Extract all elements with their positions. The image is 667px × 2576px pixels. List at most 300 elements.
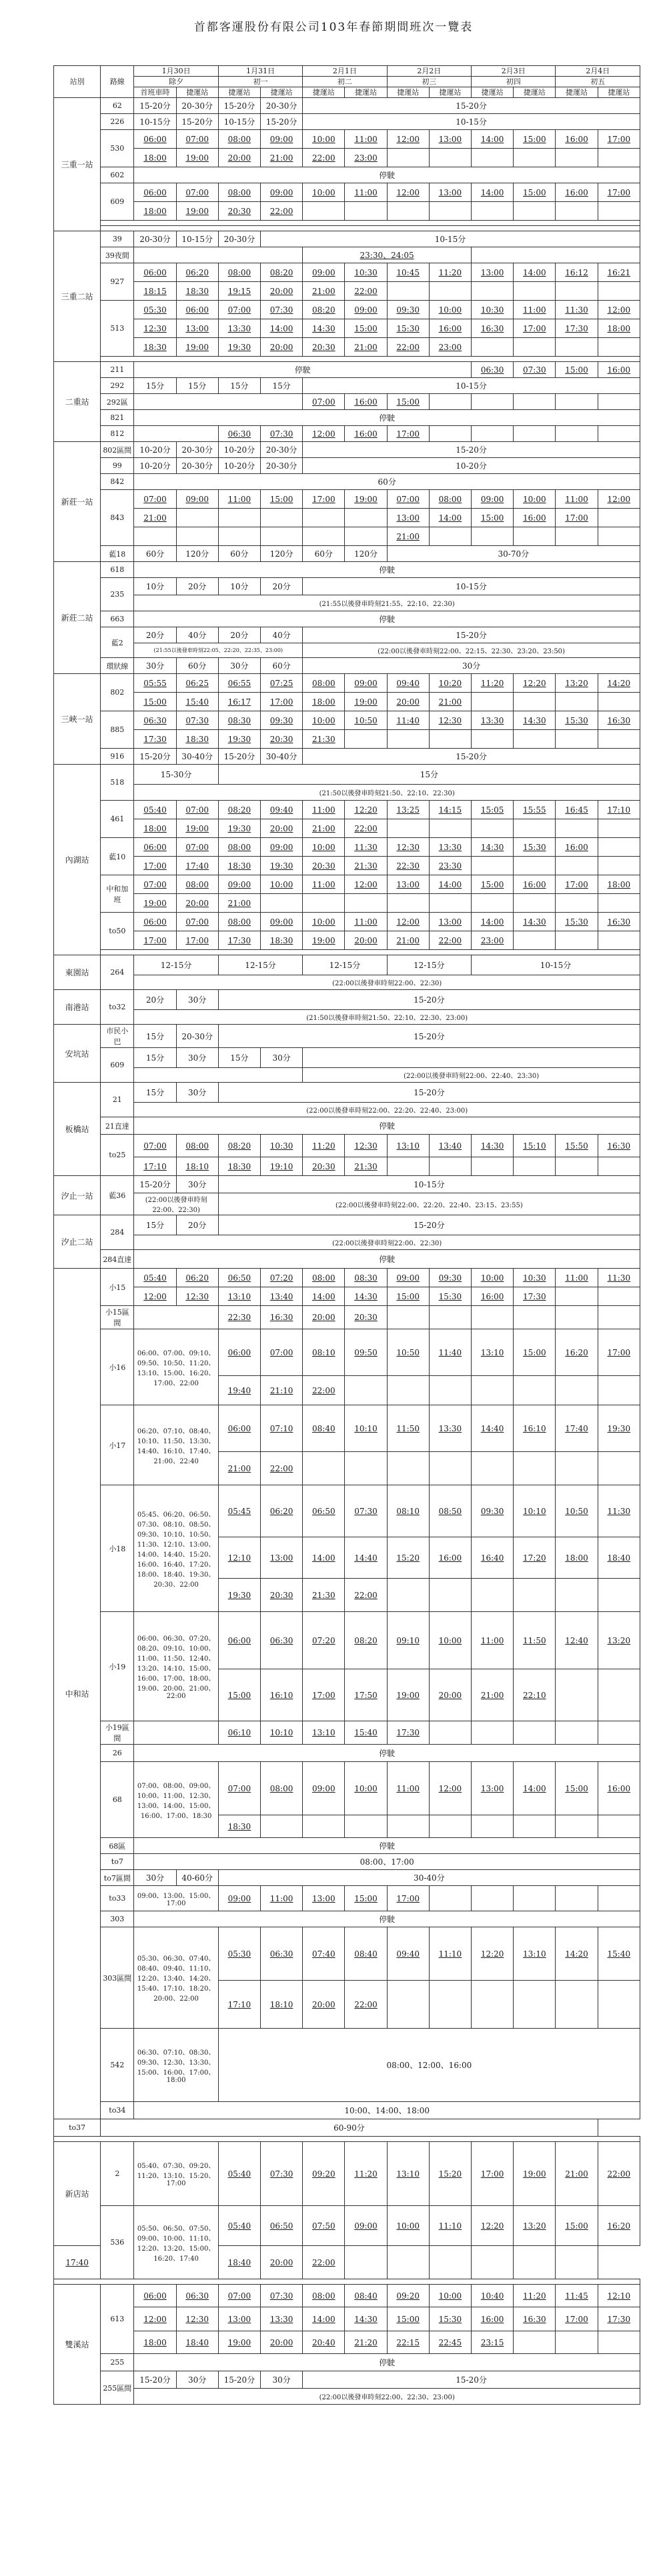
departure-time: 05:30 bbox=[218, 1927, 260, 1981]
departure-time: 12:30 bbox=[134, 319, 176, 338]
table-row bbox=[54, 627, 640, 643]
departure-time bbox=[387, 2246, 429, 2279]
table-row bbox=[54, 474, 640, 490]
departure-time: 07:00 bbox=[218, 301, 260, 319]
route-number: 284 bbox=[101, 1215, 134, 1250]
frequency-cell: 15分 bbox=[218, 765, 640, 785]
departure-time: 12:00 bbox=[387, 183, 429, 202]
departure-time: 12:30 bbox=[176, 2307, 218, 2331]
departure-time: 20:00 bbox=[303, 1306, 345, 1329]
route-number: 292 bbox=[101, 378, 134, 394]
departure-time: 08:20 bbox=[218, 1135, 260, 1157]
frequency-cell: 15分 bbox=[261, 378, 303, 394]
departure-time bbox=[598, 1287, 640, 1306]
departure-time: 05:55 bbox=[134, 674, 176, 693]
table-row bbox=[54, 578, 640, 595]
departure-time: 09:00 bbox=[387, 1269, 429, 1287]
departure-time bbox=[598, 1376, 640, 1405]
station-name: 新莊一站 bbox=[54, 442, 101, 562]
departure-time: 21:00 bbox=[429, 693, 471, 711]
frequency-cell: 30分 bbox=[261, 2371, 303, 2389]
frequency-cell: (21:55以後發車時刻22:05、22:20、22:35、23:00) bbox=[134, 643, 303, 658]
departure-time: 09:20 bbox=[387, 2285, 429, 2307]
departure-time: 05:40 bbox=[134, 1269, 176, 1287]
departure-time bbox=[598, 394, 640, 410]
departure-time: 12:20 bbox=[514, 674, 556, 693]
departure-time: 15:05 bbox=[472, 801, 514, 819]
departure-time: 22:30 bbox=[387, 857, 429, 875]
departure-time: 13:00 bbox=[429, 913, 471, 931]
frequency-cell: 15-20分 bbox=[134, 749, 176, 765]
departure-time: 07:00 bbox=[261, 1329, 303, 1376]
route-number: 613 bbox=[101, 2285, 134, 2354]
departure-time: 19:30 bbox=[598, 1405, 640, 1452]
frequency-cell: 30分 bbox=[176, 990, 218, 1010]
departure-time bbox=[514, 693, 556, 711]
departure-time bbox=[387, 282, 429, 301]
departure-time bbox=[345, 509, 387, 527]
departure-time bbox=[556, 2246, 598, 2279]
departure-time bbox=[472, 149, 514, 167]
departure-time: 18:00 bbox=[134, 202, 176, 221]
departure-time: 06:00 bbox=[134, 2285, 176, 2307]
table-row bbox=[54, 1306, 640, 1329]
frequency-cell: 20分 bbox=[134, 627, 176, 643]
departure-time bbox=[514, 1815, 556, 1838]
table-row bbox=[54, 950, 640, 955]
departure-time: 17:10 bbox=[134, 1157, 176, 1176]
frequency-cell: 10-15分 bbox=[472, 955, 640, 975]
departure-time bbox=[472, 2246, 514, 2279]
departure-time: 13:30 bbox=[472, 711, 514, 730]
departure-time bbox=[514, 338, 556, 357]
departure-time: 16:30 bbox=[514, 2307, 556, 2331]
departure-time: 08:00 bbox=[303, 1269, 345, 1287]
departure-time bbox=[598, 509, 640, 527]
departure-time: 08:10 bbox=[303, 1329, 345, 1376]
departure-time bbox=[598, 1306, 640, 1329]
departure-time bbox=[598, 894, 640, 913]
departure-time: 12:00 bbox=[303, 426, 345, 442]
table-cell bbox=[101, 226, 640, 231]
departure-time bbox=[345, 1452, 387, 1485]
departure-time: 20:00 bbox=[261, 2331, 303, 2354]
frequency-cell: 12-15分 bbox=[387, 955, 471, 975]
route-number: 292區 bbox=[101, 394, 134, 410]
departure-time: 15:40 bbox=[345, 1721, 387, 1745]
departure-time bbox=[387, 149, 429, 167]
departure-time: 07:10 bbox=[261, 1405, 303, 1452]
departure-time: 10:30 bbox=[472, 301, 514, 319]
departure-time: 15:50 bbox=[556, 1135, 598, 1157]
departure-time: 09:40 bbox=[387, 1927, 429, 1981]
frequency-cell: 30-40分 bbox=[176, 749, 218, 765]
departure-time: 06:00 bbox=[218, 1329, 260, 1376]
departure-time bbox=[598, 819, 640, 838]
departure-time: 12:20 bbox=[472, 1927, 514, 1981]
departure-time bbox=[598, 202, 640, 221]
departure-time: 08:00 bbox=[218, 263, 260, 282]
frequency-cell: 15-20分 bbox=[218, 98, 260, 114]
departure-time: 07:40 bbox=[303, 1927, 345, 1981]
frequency-cell: 60分 bbox=[261, 658, 303, 674]
departure-time: 17:00 bbox=[387, 426, 429, 442]
departure-time bbox=[514, 1376, 556, 1405]
departure-time bbox=[556, 338, 598, 357]
route-number: 小19 bbox=[101, 1612, 134, 1721]
route-number: to50 bbox=[101, 913, 134, 950]
frequency-cell: 30-40分 bbox=[218, 1870, 640, 1886]
route-number: 211 bbox=[101, 362, 134, 378]
table-row bbox=[54, 357, 640, 362]
departure-time bbox=[556, 282, 598, 301]
route-number: 609 bbox=[101, 183, 134, 221]
table-row bbox=[54, 1838, 640, 1854]
departure-time: 20:00 bbox=[261, 338, 303, 357]
frequency-cell: 10分 bbox=[134, 578, 176, 595]
departure-time: 21:20 bbox=[345, 2331, 387, 2354]
departure-time bbox=[556, 1452, 598, 1485]
departure-time bbox=[556, 394, 598, 410]
departure-time bbox=[514, 2331, 556, 2354]
departure-time bbox=[429, 282, 471, 301]
departure-time bbox=[556, 693, 598, 711]
frequency-cell: 120分 bbox=[176, 546, 218, 562]
departure-time: 15:30 bbox=[429, 2307, 471, 2331]
departure-time: 12:30 bbox=[176, 1287, 218, 1306]
departure-time: 11:20 bbox=[514, 2285, 556, 2307]
departure-time: 21:30 bbox=[303, 730, 345, 749]
departure-time: 19:00 bbox=[345, 693, 387, 711]
route-number: 2 bbox=[101, 2142, 134, 2206]
table-row bbox=[54, 801, 640, 819]
departure-time bbox=[514, 894, 556, 913]
departure-time: 17:30 bbox=[514, 1287, 556, 1306]
route-number: 602 bbox=[101, 167, 134, 183]
first-departures: 05:50、06:50、07:50、09:00、10:00、11:10、12:20、13:20、15:00、16:20、17:40 bbox=[134, 2206, 218, 2279]
departure-time: 07:30 bbox=[261, 2142, 303, 2206]
departure-time bbox=[472, 394, 514, 410]
departure-time: 20:30 bbox=[303, 857, 345, 875]
departure-time: 07:50 bbox=[303, 2206, 345, 2246]
table-row bbox=[54, 1269, 640, 1287]
departure-time bbox=[556, 857, 598, 875]
route-number: to7 bbox=[101, 1854, 134, 1870]
departure-time: 13:10 bbox=[387, 1135, 429, 1157]
table-row bbox=[54, 2371, 640, 2389]
frequency-cell bbox=[134, 1306, 218, 1329]
departure-time: 14:00 bbox=[303, 1537, 345, 1579]
departure-time bbox=[598, 1579, 640, 1612]
route-number: 802區間 bbox=[101, 442, 134, 458]
departure-time: 13:30 bbox=[429, 838, 471, 857]
frequency-cell: 15-20分 bbox=[303, 2371, 640, 2389]
departure-time: 13:00 bbox=[303, 1886, 345, 1911]
frequency-cell: 15-20分 bbox=[218, 749, 260, 765]
departure-time: 11:40 bbox=[387, 711, 429, 730]
departure-time: 15:00 bbox=[345, 1886, 387, 1911]
departure-time: 22:00 bbox=[345, 1981, 387, 2029]
departure-time: 16:20 bbox=[598, 2206, 640, 2246]
frequency-cell: (22:00以後發車時刻22:00、22:40、23:30) bbox=[303, 1068, 640, 1083]
table-row bbox=[54, 394, 640, 410]
table-row bbox=[54, 819, 640, 838]
departure-time bbox=[261, 509, 303, 527]
departure-time bbox=[345, 2246, 387, 2279]
departure-time: 19:00 bbox=[303, 931, 345, 950]
departure-time: 15:20 bbox=[387, 1537, 429, 1579]
departure-time bbox=[556, 1886, 598, 1911]
departure-time bbox=[429, 894, 471, 913]
departure-time: 18:40 bbox=[598, 1537, 640, 1579]
departure-time bbox=[514, 1157, 556, 1176]
frequency-cell: 08:00、12:00、16:00 bbox=[218, 2029, 640, 2102]
departure-time: 11:45 bbox=[556, 2285, 598, 2307]
departure-time bbox=[472, 1981, 514, 2029]
departure-time: 19:15 bbox=[218, 282, 260, 301]
departure-time: 19:00 bbox=[345, 490, 387, 509]
departure-time bbox=[303, 1452, 345, 1485]
departure-time: 21:00 bbox=[261, 149, 303, 167]
departure-time bbox=[598, 1157, 640, 1176]
departure-time: 07:30 bbox=[261, 301, 303, 319]
route-number: 513 bbox=[101, 301, 134, 357]
departure-time: 19:30 bbox=[261, 857, 303, 875]
departure-time: 19:00 bbox=[176, 819, 218, 838]
service-note: 停駛 bbox=[134, 2354, 640, 2371]
departure-time: 08:20 bbox=[261, 263, 303, 282]
departure-time: 15:30 bbox=[514, 838, 556, 857]
departure-time: 15:40 bbox=[598, 1927, 640, 1981]
route-number: 843 bbox=[101, 490, 134, 546]
frequency-cell: 30分 bbox=[261, 1048, 303, 1068]
header-sub-b: 捷運站 bbox=[176, 87, 218, 98]
service-note: (21:50以後發車時刻21:50、22:10、22:30、23:00) bbox=[134, 1010, 640, 1025]
route-number: 226 bbox=[101, 114, 134, 130]
departure-time: 11:00 bbox=[218, 490, 260, 509]
table-row bbox=[54, 458, 640, 474]
table-row bbox=[54, 838, 640, 857]
header-sub-a: 捷運站 bbox=[218, 87, 260, 98]
route-number: 235 bbox=[101, 578, 134, 611]
departure-time: 21:10 bbox=[261, 1376, 303, 1405]
table-row bbox=[54, 643, 640, 658]
departure-time: 10:10 bbox=[514, 1485, 556, 1537]
frequency-cell: 10-20分 bbox=[303, 458, 640, 474]
departure-time: 06:00 bbox=[176, 301, 218, 319]
departure-time: 13:20 bbox=[514, 2206, 556, 2246]
departure-time bbox=[387, 1376, 429, 1405]
frequency-cell: 15-20分 bbox=[218, 1025, 640, 1048]
departure-time: 21:00 bbox=[472, 1669, 514, 1721]
route-number: 255 bbox=[101, 2354, 134, 2371]
departure-time bbox=[598, 1886, 640, 1911]
departure-time: 09:00 bbox=[261, 913, 303, 931]
first-departures: 07:00、08:00、09:00、10:00、11:00、12:30、13:00、14:00、15:00、16:00、17:00、18:30 bbox=[134, 1762, 218, 1838]
departure-time: 17:30 bbox=[218, 931, 260, 950]
route-number: 461 bbox=[101, 801, 134, 838]
departure-time: 13:00 bbox=[472, 263, 514, 282]
frequency-cell: 40分 bbox=[176, 627, 218, 643]
departure-time: 10:50 bbox=[556, 1485, 598, 1537]
departure-time: 08:00 bbox=[303, 674, 345, 693]
departure-time bbox=[387, 1452, 429, 1485]
departure-time: 12:20 bbox=[472, 2206, 514, 2246]
departure-time: 08:20 bbox=[345, 1612, 387, 1669]
departure-time: 10:50 bbox=[387, 1329, 429, 1376]
route-number: 927 bbox=[101, 263, 134, 301]
departure-time: 06:00 bbox=[134, 263, 176, 282]
frequency-cell: 15-20分 bbox=[303, 749, 640, 765]
header-day-label-3: 初二 bbox=[303, 77, 387, 87]
frequency-cell: 10-15分 bbox=[261, 231, 640, 247]
departure-time: 14:00 bbox=[514, 1762, 556, 1815]
frequency-cell: 10-15分 bbox=[303, 114, 640, 130]
table-row bbox=[54, 674, 640, 693]
departure-time bbox=[387, 819, 429, 838]
table-row bbox=[54, 749, 640, 765]
header-route: 路線 bbox=[101, 66, 134, 98]
departure-time: 10:00 bbox=[303, 711, 345, 730]
table-row bbox=[54, 1612, 640, 1669]
departure-time: 20:00 bbox=[261, 2246, 303, 2279]
header-day-5: 2月3日 bbox=[472, 66, 556, 77]
departure-time: 18:00 bbox=[134, 2331, 176, 2354]
frequency-cell: 15分 bbox=[218, 1048, 260, 1068]
table-row bbox=[54, 1745, 640, 1762]
frequency-cell: 15-20分 bbox=[303, 627, 640, 643]
departure-time bbox=[556, 1287, 598, 1306]
first-departures: 05:40、07:30、09:20、11:20、13:10、15:20、17:00 bbox=[134, 2142, 218, 2206]
departure-time: 18:00 bbox=[134, 819, 176, 838]
departure-time: 12:00 bbox=[134, 2307, 176, 2331]
frequency-cell: 20-30分 bbox=[176, 98, 218, 114]
header-sub-a: 捷運站 bbox=[472, 87, 514, 98]
header-sub-first: 首班車時 bbox=[134, 87, 176, 98]
departure-time: 20:40 bbox=[303, 2331, 345, 2354]
departure-time: 13:00 bbox=[429, 183, 471, 202]
departure-time bbox=[429, 394, 471, 410]
departure-time: 16:30 bbox=[472, 319, 514, 338]
frequency-cell: 15分 bbox=[134, 1083, 176, 1103]
departure-time bbox=[387, 1306, 429, 1329]
departure-time: 16:45 bbox=[556, 801, 598, 819]
departure-time: 08:20 bbox=[303, 301, 345, 319]
departure-time: 11:50 bbox=[387, 1405, 429, 1452]
departure-time bbox=[598, 838, 640, 857]
departure-time: 13:00 bbox=[429, 130, 471, 149]
departure-time bbox=[303, 509, 345, 527]
departure-time: 21:00 bbox=[134, 509, 176, 527]
frequency-cell: 15-20分 bbox=[218, 2371, 260, 2389]
departure-time: 12:30 bbox=[429, 711, 471, 730]
departure-time bbox=[303, 527, 345, 546]
table-row bbox=[54, 562, 640, 578]
departure-time: 10:00 bbox=[303, 913, 345, 931]
departure-time bbox=[598, 282, 640, 301]
departure-time: 11:40 bbox=[429, 1329, 471, 1376]
departure-time bbox=[303, 202, 345, 221]
departure-time: 08:00 bbox=[218, 838, 260, 857]
departure-time bbox=[598, 2331, 640, 2354]
departure-time bbox=[556, 1306, 598, 1329]
departure-time: 19:00 bbox=[387, 1669, 429, 1721]
departure-time: 09:30 bbox=[472, 1485, 514, 1537]
departure-time bbox=[514, 819, 556, 838]
table-row bbox=[54, 362, 640, 378]
station-name: 內湖站 bbox=[54, 765, 101, 955]
departure-time: 20:00 bbox=[303, 1981, 345, 2029]
departure-time bbox=[556, 931, 598, 950]
route-number: 39 bbox=[101, 231, 134, 247]
header-area: 站別 bbox=[54, 66, 101, 98]
table-row bbox=[54, 1215, 640, 1235]
table-row bbox=[54, 1176, 640, 1193]
departure-time bbox=[472, 1306, 514, 1329]
table-row bbox=[54, 167, 640, 183]
table-row bbox=[54, 730, 640, 749]
table-row bbox=[54, 1048, 640, 1068]
station-name: 板橋站 bbox=[54, 1083, 101, 1176]
departure-time: 10:00 bbox=[345, 1762, 387, 1815]
departure-time bbox=[218, 527, 260, 546]
departure-time: 14:00 bbox=[429, 509, 471, 527]
departure-time: 10:30 bbox=[261, 1135, 303, 1157]
departure-time: 12:00 bbox=[345, 875, 387, 894]
departure-time: 16:00 bbox=[556, 183, 598, 202]
table-row bbox=[54, 426, 640, 442]
departure-time bbox=[387, 202, 429, 221]
header-day-2: 1月31日 bbox=[218, 66, 302, 77]
table-row bbox=[54, 711, 640, 730]
frequency-cell: 15-20分 bbox=[134, 1176, 176, 1193]
departure-time bbox=[429, 1815, 471, 1838]
service-note: (22:00以後發車時刻22:00、22:30、23:00) bbox=[134, 2389, 640, 2405]
departure-time: 11:30 bbox=[598, 1269, 640, 1287]
departure-time bbox=[556, 1981, 598, 2029]
departure-time: 05:40 bbox=[134, 801, 176, 819]
departure-time bbox=[387, 894, 429, 913]
departure-time bbox=[472, 282, 514, 301]
departure-time bbox=[556, 426, 598, 442]
departure-time: 20:30 bbox=[261, 1579, 303, 1612]
departure-time bbox=[598, 1815, 640, 1838]
departure-time: 13:20 bbox=[556, 674, 598, 693]
table-row bbox=[54, 2389, 640, 2405]
departure-time: 16:20 bbox=[556, 1329, 598, 1376]
service-note: (21:55以後發車時刻21:55、22:10、22:30) bbox=[134, 595, 640, 611]
departure-time: 13:40 bbox=[429, 1135, 471, 1157]
table-row bbox=[54, 1083, 640, 1103]
table-row bbox=[54, 1287, 640, 1306]
departure-time: 06:30 bbox=[261, 1927, 303, 1981]
frequency-cell: 15-20分 bbox=[134, 98, 176, 114]
service-note: 停駛 bbox=[134, 1911, 640, 1927]
route-number: 842 bbox=[101, 474, 134, 490]
departure-time: 19:00 bbox=[176, 202, 218, 221]
route-number: to32 bbox=[101, 990, 134, 1025]
departure-time bbox=[472, 730, 514, 749]
departure-time: 15:00 bbox=[556, 2206, 598, 2246]
route-number: to7區間 bbox=[101, 1870, 134, 1886]
station-name: 二重站 bbox=[54, 362, 101, 442]
departure-time bbox=[556, 1376, 598, 1405]
departure-time: 07:30 bbox=[261, 426, 303, 442]
departure-time: 10:00 bbox=[303, 183, 345, 202]
frequency-cell: 12-15分 bbox=[303, 955, 387, 975]
departure-time: 12:40 bbox=[556, 1612, 598, 1669]
departure-time bbox=[429, 1981, 471, 2029]
